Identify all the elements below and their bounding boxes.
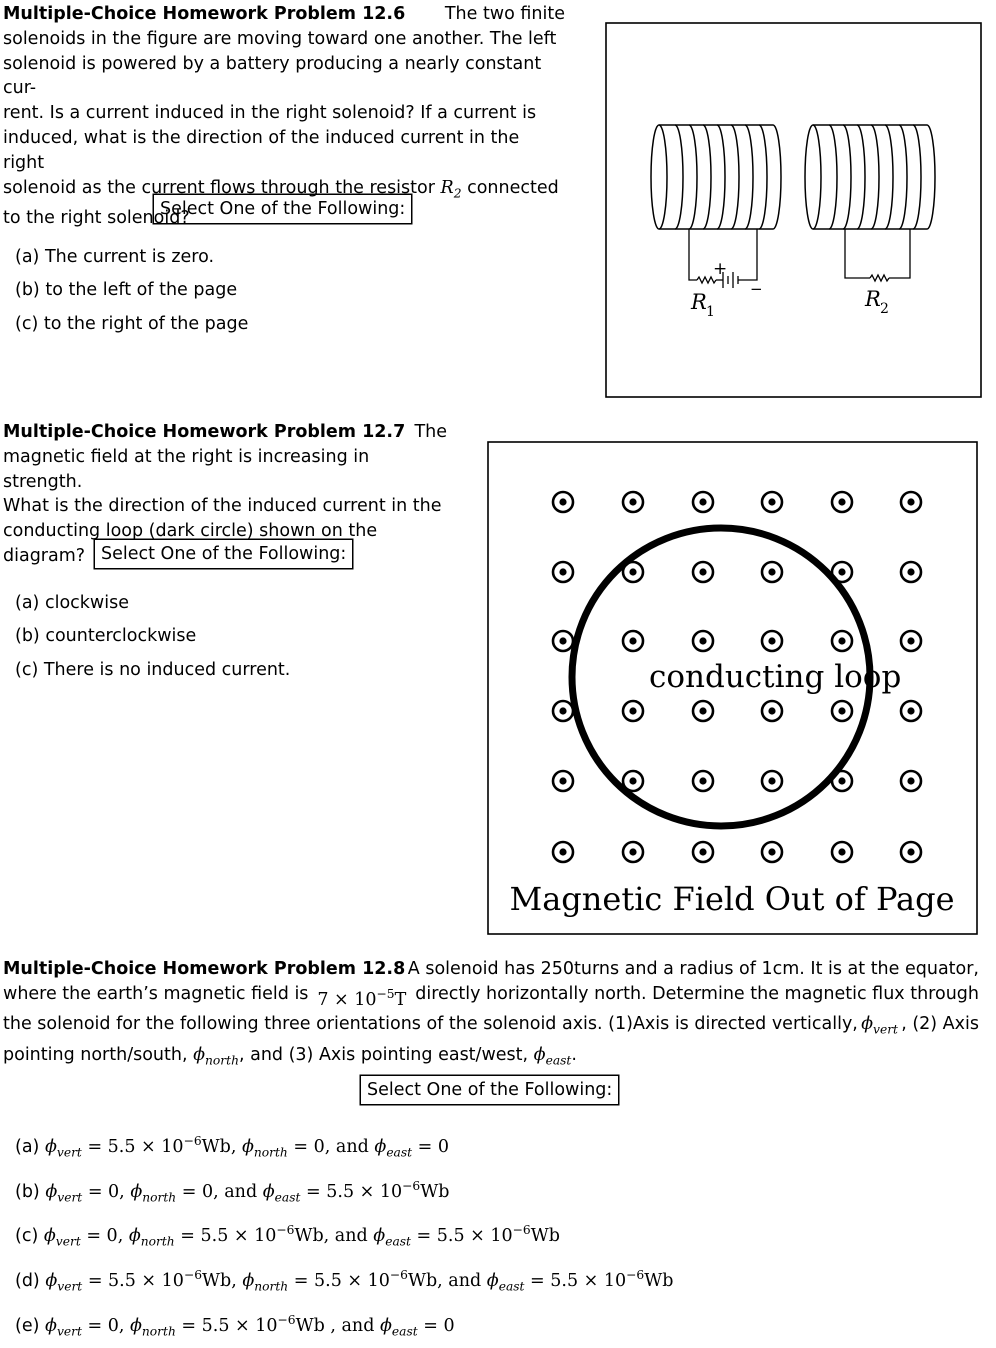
field-out-of-page-dot — [629, 707, 636, 714]
field-out-of-page-dot — [699, 637, 706, 644]
phi-symbol: ϕ — [45, 1315, 57, 1335]
option-math: = 5.5 × 10 — [180, 1226, 276, 1246]
option-exp: −6 — [276, 1223, 294, 1237]
r1-label: R — [690, 290, 707, 314]
field-out-of-page-dot — [838, 848, 845, 855]
phi-symbol: ϕ — [861, 1014, 873, 1034]
problem-12-8-text — [3, 957, 979, 1073]
phi-symbol: ϕ — [130, 1181, 142, 1201]
phi-sub: east — [392, 1324, 418, 1338]
option-12-6-a[interactable] — [15, 241, 248, 274]
option-math: Wb — [420, 1181, 449, 1201]
solenoids-figure — [605, 22, 982, 398]
option-letter: (a) — [15, 247, 39, 267]
phi-symbol: ϕ — [44, 1226, 56, 1246]
phi-symbol: ϕ — [263, 1181, 275, 1201]
field-value-mantissa: 7 × 10 — [317, 990, 376, 1010]
option-exp: −6 — [626, 1268, 644, 1282]
line-part: the solenoid for the following three orientations of the solenoid axis. (1)Axis is directed vertically, — [3, 1012, 858, 1042]
phi-sub: east — [275, 1190, 301, 1204]
magnetic-field-figure — [487, 441, 978, 935]
phi-sub: vert — [873, 1023, 898, 1037]
problem-12-6-line-part: solenoid as the current flows through the resistor — [3, 178, 435, 198]
field-out-of-page-dot — [838, 498, 845, 505]
problem-12-8-line — [3, 1012, 979, 1042]
option-math: Wb, and — [408, 1271, 487, 1291]
r2-sub: 2 — [880, 301, 889, 317]
field-out-of-page-dot — [629, 777, 636, 784]
phi-sub: north — [205, 1053, 239, 1067]
option-math: = 5.5 × 10 — [306, 1181, 402, 1201]
problem-12-6-line: solenoid is powered by a battery producing a nearly constant cur- — [3, 52, 565, 102]
field-out-of-page-dot — [559, 848, 566, 855]
phi-symbol: ϕ — [380, 1315, 392, 1335]
loop-label: conducting loop — [649, 659, 901, 695]
field-out-of-page-dot — [907, 848, 914, 855]
field-out-of-page-dot — [838, 568, 845, 575]
problem-12-6-line-part: connected — [467, 178, 559, 198]
phi-sub: vert — [57, 1279, 82, 1293]
problem-12-7-heading: Multiple-Choice Homework Problem 12.7 — [3, 420, 405, 445]
phi-sub: east — [385, 1235, 411, 1249]
line-part: where the earth’s magnetic field is — [3, 982, 308, 1013]
field-out-of-page-dot — [559, 637, 566, 644]
field-out-of-page-dot — [838, 637, 845, 644]
field-out-of-page-dot — [907, 707, 914, 714]
phi-symbol: ϕ — [193, 1045, 205, 1065]
field-out-of-page-dot — [768, 568, 775, 575]
right-circuit — [845, 229, 910, 281]
field-out-of-page-dot — [768, 848, 775, 855]
problem-12-6-line: to the right solenoid? — [3, 206, 565, 231]
phi-sub: north — [254, 1279, 288, 1293]
field-out-of-page-dot — [838, 707, 845, 714]
field-out-of-page-dot — [907, 568, 914, 575]
option-math: = 5.5 × 10 — [87, 1137, 183, 1157]
option-letter: (b) — [15, 1181, 40, 1201]
phi-vert — [861, 1012, 898, 1042]
option-math: = 0, — [88, 1181, 131, 1201]
option-math: = 0 — [423, 1315, 454, 1335]
option-text: There is no induced current. — [44, 660, 291, 680]
option-12-7-a[interactable] — [15, 587, 290, 620]
option-letter: (e) — [15, 1315, 39, 1335]
line-part: , (2) Axis — [901, 1012, 979, 1042]
phi-sub: north — [141, 1235, 175, 1249]
option-text: The current is zero. — [45, 247, 214, 267]
option-exp: −6 — [184, 1268, 202, 1282]
line-part: pointing north/south, — [3, 1045, 188, 1065]
option-letter: (c) — [15, 1226, 38, 1246]
phi-symbol: ϕ — [45, 1137, 57, 1157]
field-out-of-page-dot — [699, 707, 706, 714]
option-math: = 0, — [86, 1226, 129, 1246]
option-exp: −6 — [402, 1179, 420, 1193]
option-exp: −6 — [390, 1268, 408, 1282]
options-12-6 — [15, 241, 248, 341]
field-out-of-page-dot — [629, 848, 636, 855]
field-out-of-page-dot — [768, 498, 775, 505]
option-math: Wb, — [202, 1271, 242, 1291]
phi-sub: vert — [57, 1145, 82, 1159]
field-out-of-page-dot — [629, 498, 636, 505]
problem-12-7-line: What is the direction of the induced current in the — [3, 494, 447, 519]
problem-12-7-line: magnetic field at the right is increasing in strength. — [3, 445, 447, 495]
battery-plus: + — [713, 259, 727, 279]
r1-sub: 1 — [706, 304, 715, 320]
option-math: = 0, and — [182, 1181, 263, 1201]
phi-sub: vert — [56, 1235, 81, 1249]
field-out-of-page-dot — [559, 777, 566, 784]
option-text: clockwise — [45, 593, 129, 613]
option-letter: (a) — [15, 593, 39, 613]
right-solenoid — [805, 125, 935, 229]
phi-east — [534, 1045, 572, 1065]
field-out-of-page-dot — [838, 777, 845, 784]
option-letter: (d) — [15, 1271, 40, 1291]
problem-12-6-line: solenoids in the figure are moving toward one another. The left — [3, 27, 565, 52]
line-part: directly horizontally north. Determine the magnetic flux through — [415, 982, 979, 1013]
resistor-r2 — [870, 275, 889, 281]
field-out-of-page-dot — [699, 498, 706, 505]
field-out-of-page-dot — [907, 498, 914, 505]
option-12-8-c[interactable] — [15, 1214, 673, 1259]
option-12-7-b[interactable] — [15, 620, 290, 653]
field-out-of-page-dot — [559, 498, 566, 505]
option-math: Wb, — [202, 1137, 242, 1157]
field-value-unit: T — [395, 990, 407, 1010]
battery-minus: − — [750, 280, 763, 298]
problem-12-7-line: conducting loop (dark circle) shown on the diagram? — [3, 519, 447, 569]
phi-symbol: ϕ — [242, 1137, 254, 1157]
field-out-of-page-dot — [699, 777, 706, 784]
option-math: = 5.5 × 10 — [530, 1271, 626, 1291]
field-out-of-page-dot — [768, 637, 775, 644]
option-math: = 0, — [87, 1315, 130, 1335]
options-12-8 — [15, 1125, 673, 1348]
phi-sub: north — [142, 1324, 176, 1338]
r2-inline-sub: 2 — [454, 186, 462, 200]
problem-12-6-heading: Multiple-Choice Homework Problem 12.6 — [3, 2, 405, 27]
option-math: = 5.5 × 10 — [417, 1226, 513, 1246]
field-out-of-page-dot — [629, 637, 636, 644]
phi-symbol: ϕ — [487, 1271, 499, 1291]
phi-sub: vert — [57, 1190, 82, 1204]
option-math: = 0 — [418, 1137, 449, 1157]
problem-12-7-line: The — [414, 420, 447, 445]
problem-12-8-line: A solenoid has 250turns and a radius of 1cm. It is at the equator, — [408, 957, 979, 982]
option-exp: −6 — [184, 1134, 202, 1148]
phi-sub: vert — [57, 1324, 82, 1338]
phi-sub: east — [386, 1145, 412, 1159]
option-letter: (b) — [15, 626, 40, 646]
field-out-of-page-dot — [699, 568, 706, 575]
option-12-8-a[interactable] — [15, 1125, 673, 1170]
option-12-8-b[interactable] — [15, 1170, 673, 1215]
line-part: , and (3) Axis pointing east/west, — [239, 1045, 528, 1065]
option-math: = 5.5 × 10 — [88, 1271, 184, 1291]
phi-symbol: ϕ — [374, 1137, 386, 1157]
option-letter: (c) — [15, 660, 38, 680]
phi-sub: north — [254, 1145, 288, 1159]
field-out-of-page-dot — [559, 707, 566, 714]
option-math: Wb — [531, 1226, 560, 1246]
phi-symbol: ϕ — [534, 1045, 546, 1065]
phi-symbol: ϕ — [130, 1315, 142, 1335]
option-text: counterclockwise — [45, 626, 196, 646]
phi-north — [193, 1045, 239, 1065]
phi-symbol: ϕ — [129, 1226, 141, 1246]
figure-frame — [606, 23, 981, 397]
option-12-6-b[interactable] — [15, 274, 248, 307]
field-out-of-page-dot — [907, 777, 914, 784]
option-exp: −6 — [513, 1223, 531, 1237]
phi-symbol: ϕ — [45, 1181, 57, 1201]
select-one-label-12-6: Select One of the Following: — [153, 194, 412, 224]
option-letter: (a) — [15, 1137, 39, 1157]
select-one-label-12-8: Select One of the Following: — [360, 1075, 619, 1105]
field-value-exp: −5 — [377, 987, 395, 1001]
phi-symbol: ϕ — [373, 1226, 385, 1246]
option-math: = 0, and — [293, 1137, 374, 1157]
option-math: Wb, and — [294, 1226, 373, 1246]
option-12-7-c[interactable] — [15, 654, 290, 687]
problem-12-6-line: induced, what is the direction of the induced current in the right — [3, 126, 565, 176]
r2-label: R — [864, 287, 881, 311]
option-math: Wb — [644, 1271, 673, 1291]
option-12-8-e[interactable] — [15, 1304, 673, 1348]
option-text: to the left of the page — [45, 280, 237, 300]
phi-symbol: ϕ — [45, 1271, 57, 1291]
option-letter: (b) — [15, 280, 40, 300]
option-math: = 5.5 × 10 — [181, 1315, 277, 1335]
option-math: Wb , and — [296, 1315, 380, 1335]
field-out-of-page-dot — [907, 637, 914, 644]
field-caption: Magnetic Field Out of Page — [509, 880, 954, 918]
options-12-7 — [15, 587, 290, 687]
phi-sub: north — [142, 1190, 176, 1204]
option-text: to the right of the page — [44, 314, 249, 334]
phi-sub: east — [499, 1279, 525, 1293]
phi-symbol: ϕ — [242, 1271, 254, 1291]
problem-12-8-line: pointing north/south, $\phi_{north}$, and (3) Axis pointing east/west, $\phi_{east}$. — [3, 1043, 979, 1073]
option-letter: (c) — [15, 314, 38, 334]
field-out-of-page-dot — [629, 568, 636, 575]
option-exp: −6 — [278, 1313, 296, 1327]
field-out-of-page-dot — [768, 777, 775, 784]
field-out-of-page-dot — [699, 848, 706, 855]
problem-12-8-line — [3, 982, 979, 1013]
option-math: = 5.5 × 10 — [294, 1271, 390, 1291]
phi-sub: east — [546, 1053, 572, 1067]
field-value — [317, 982, 406, 1013]
field-out-of-page-dot — [768, 707, 775, 714]
option-12-8-d[interactable] — [15, 1259, 673, 1304]
r2-inline — [441, 178, 462, 198]
problem-12-6-line: rent. Is a current induced in the right solenoid? If a current is — [3, 101, 565, 126]
left-solenoid — [651, 125, 781, 229]
select-one-label-12-7: Select One of the Following: — [94, 539, 353, 569]
r2-inline-letter: R — [441, 178, 454, 198]
option-12-6-c[interactable] — [15, 308, 248, 341]
field-out-of-page-dot — [559, 568, 566, 575]
problem-12-8-heading: Multiple-Choice Homework Problem 12.8 — [3, 957, 405, 982]
problem-12-6-line: The two finite — [445, 2, 565, 27]
